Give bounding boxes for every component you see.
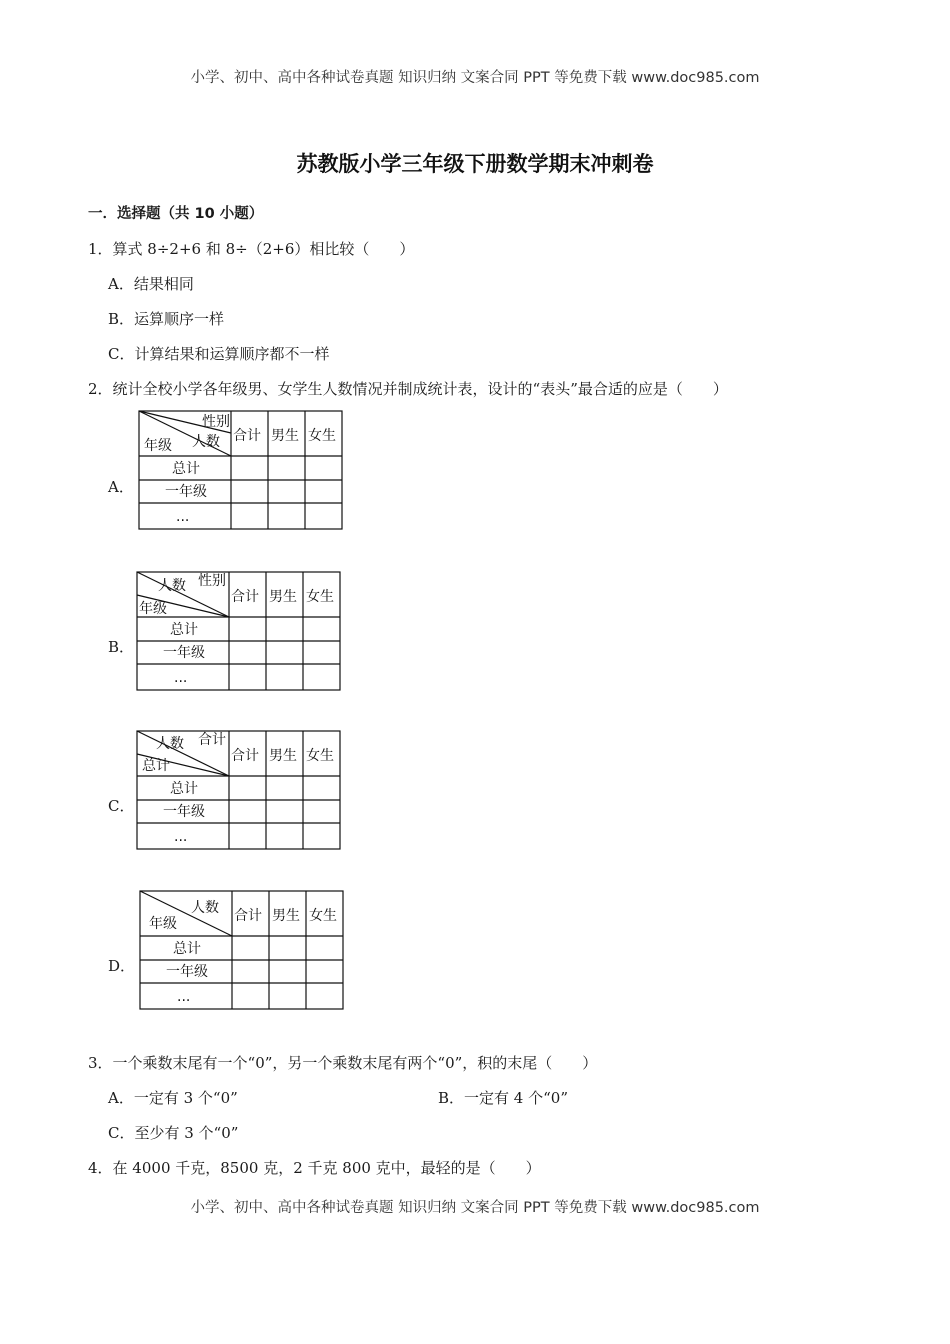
d-head-top: 人数 [191,900,219,916]
d-col-girls: 女生 [309,908,337,924]
b-row-more: ... [174,670,188,686]
q1-stem: 1．算式 8÷2+6 和 8÷（2+6）相比较（ ） [88,240,415,258]
d-head-bottom: 年级 [149,916,177,932]
q2-option-d-table [139,890,345,1011]
b-col-girls: 女生 [306,589,334,605]
q2-option-a-table [138,410,344,531]
c-col-boys: 男生 [269,748,297,764]
section-heading: 一．选择题（共 10 小题） [88,206,264,222]
a-head-mid: 人数 [192,434,220,450]
c-row-total: 总计 [170,781,198,797]
q2-option-b-label: B． [108,638,135,656]
d-row-grade1: 一年级 [166,964,208,980]
a-head-top: 性别 [202,414,230,430]
a-head-bottom: 年级 [144,438,172,454]
q2-option-b-table [136,571,342,692]
d-row-total: 总计 [173,941,201,957]
b-col-boys: 男生 [269,589,297,605]
d-col-boys: 男生 [272,908,300,924]
q4-stem: 4．在 4000 千克，8500 克，2 千克 800 克中，最轻的是（ ） [88,1159,541,1177]
page-footer: 小学、初中、高中各种试卷真题 知识归纳 文案合同 PPT 等免费下载 www.doc985.com [190,1200,760,1216]
d-row-more: ... [177,989,191,1005]
q1-option-c: C．计算结果和运算顺序都不一样 [108,345,330,363]
b-col-total: 合计 [231,589,259,605]
c-col-total: 合计 [231,748,259,764]
q3-option-a: A．一定有 3 个“0” [108,1089,238,1107]
c-head-bottom: 总计 [142,758,170,774]
b-row-grade1: 一年级 [163,645,205,661]
c-head-right: 合计 [198,732,226,748]
q3-stem: 3．一个乘数末尾有一个“0”，另一个乘数末尾有两个“0”，积的末尾（ ） [88,1054,598,1072]
page-title: 苏教版小学三年级下册数学期末冲刺卷 [296,152,654,176]
b-row-total: 总计 [170,622,198,638]
a-row-grade1: 一年级 [165,484,207,500]
c-col-girls: 女生 [306,748,334,764]
q3-option-c: C．至少有 3 个“0” [108,1124,239,1142]
a-row-more: ... [176,509,190,525]
q1-option-b: B．运算顺序一样 [108,310,225,328]
a-col-girls: 女生 [308,428,336,444]
q2-stem: 2．统计全校小学各年级男、女学生人数情况并制成统计表，设计的“表头”最合适的应是（ ） [88,380,728,398]
page-header: 小学、初中、高中各种试卷真题 知识归纳 文案合同 PPT 等免费下载 www.doc985.com [190,70,760,86]
b-head-top: 人数 [158,578,186,594]
c-row-grade1: 一年级 [163,804,205,820]
q2-option-c-label: C． [108,797,135,815]
q2-option-a-label: A． [108,478,134,496]
c-head-top: 人数 [156,736,184,752]
b-head-bottom: 年级 [139,601,167,617]
b-head-right: 性别 [198,573,226,589]
a-col-boys: 男生 [271,428,299,444]
q2-option-c-table [136,730,342,851]
q2-option-d-label: D． [108,957,136,975]
q1-option-a: A．结果相同 [108,275,194,293]
q3-option-b: B．一定有 4 个“0” [438,1089,568,1107]
a-col-total: 合计 [233,428,261,444]
c-row-more: ... [174,829,188,845]
d-col-total: 合计 [234,908,262,924]
a-row-total: 总计 [172,461,200,477]
